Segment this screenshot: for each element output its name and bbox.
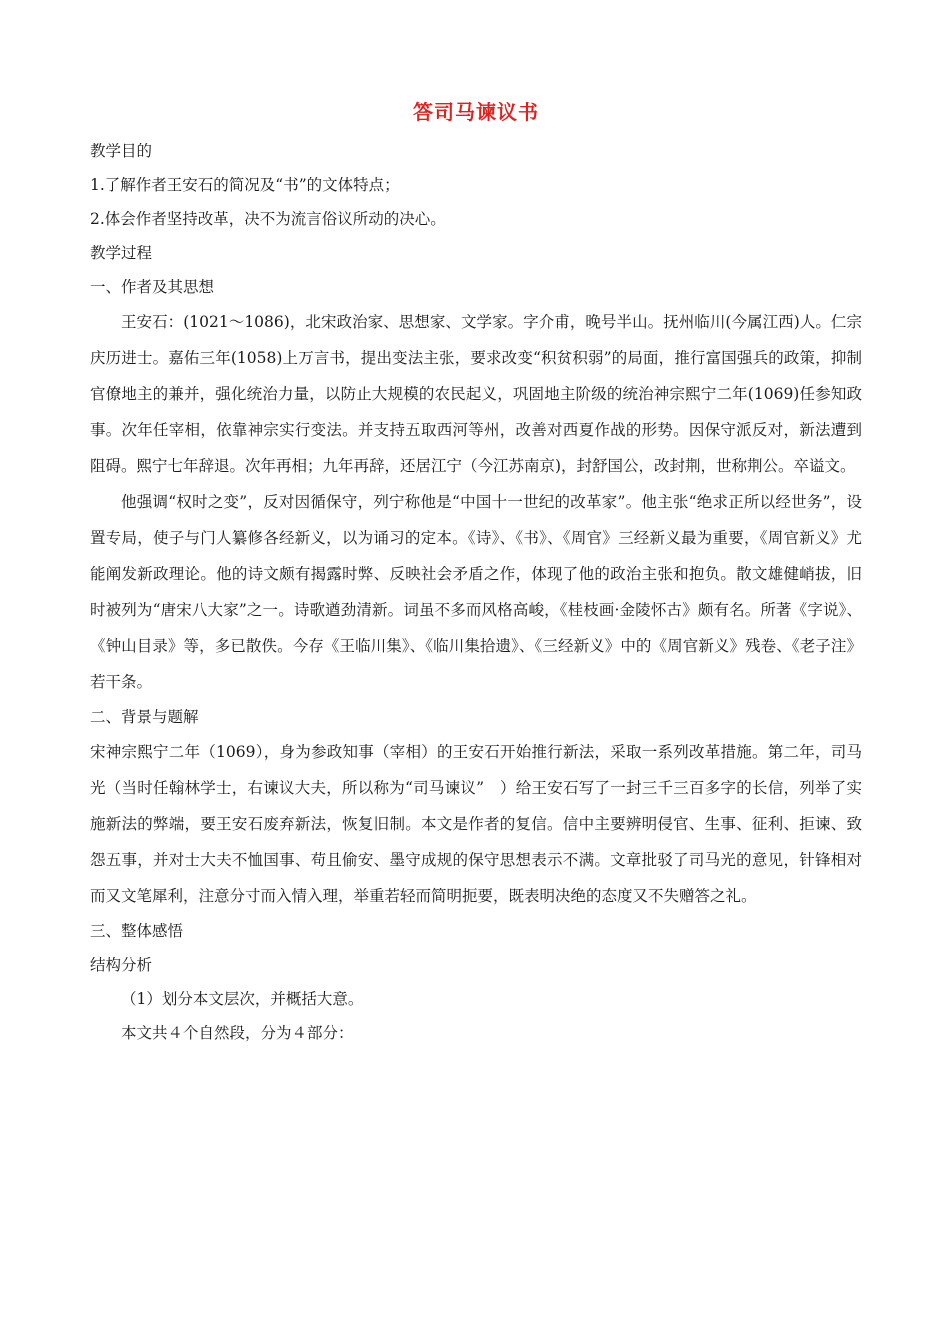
objective-item-1: 1.了解作者王安石的简况及“书”的文体特点；	[90, 176, 400, 194]
objectives-heading: 教学目的	[90, 142, 153, 160]
process-heading: 教学过程	[90, 244, 153, 262]
document-page	[90, 96, 862, 1050]
author-thought-paragraph: 他强调“权时之变”，反对因循保守，列宁称他是“中国十一世纪的改革家”。他主张“绝求正所以经世务”，设置专局，使子与门人纂修各经新义，以为诵习的定本。《诗》、《书》、《周官》三经新义最为重要，《周官新义》尤能阐发新政理论。他的诗文颇有揭露时弊、反映社会矛盾之作，体现了他的政治主张和抱负。散文雄健峭拔，旧时被列为“唐宋八大家”之一。诗歌遒劲清新。词虽不多而风格高峻，《桂枝画·金陵怀古》颇有名。所著《字说》、《钟山目录》等，多已散佚。今存《王临川集》、《临川集拾遗》、《三经新义》中的《周官新义》残卷、《老子注》若干条。	[90, 493, 862, 691]
page-title: 答司马谏议书	[413, 100, 539, 124]
author-bio-paragraph: 王安石：(1021～1086)，北宋政治家、思想家、文学家。字介甫，晚号半山。抚州临川(今属江西)人。仁宗庆历进士。嘉佑三年(1058)上万言书，提出变法主张，要求改变“积贫积弱”的局面，推行富国强兵的政策，抑制官僚地主的兼并，强化统治力量，以防止大规模的农民起义，巩固地主阶级的统治神宗熙宁二年(1069)任参知政事。次年任宰相，依靠神宗实行变法。并支持五取西河等州，改善对西夏作战的形势。因保守派反对，新法遭到阻碍。熙宁七年辞退。次年再相；九年再辞，还居江宁（今江苏南京)，封舒国公，改封荆，世称荆公。卒谥文。	[90, 313, 862, 475]
background-paragraph: 宋神宗熙宁二年（1069），身为参政知事（宰相）的王安石开始推行新法，采取一系列改革措施。第二年，司马光（当时任翰林学士，右谏议大夫，所以称为“司马谏议” ）给王安石写了一封三千三百多字的长信，列举了实施新法的弊端，要王安石废弃新法，恢复旧制。本文是作者的复信。信中主要辨明侵官、生事、征利、拒谏、致怨五事，并对士大夫不恤国事、苟且偷安、墨守成规的保守思想表示不满。文章批驳了司马光的意见，针锋相对而又文笔犀利，注意分寸而入情入理，举重若轻而简明扼要，既表明决绝的态度又不失赠答之礼。	[90, 743, 862, 905]
section-2-heading: 二、背景与题解	[90, 708, 199, 726]
section-3-heading: 三、整体感悟	[90, 922, 184, 940]
structure-heading: 结构分析	[90, 956, 153, 974]
task-1-question: （1）划分本文层次，并概括大意。	[121, 990, 364, 1008]
section-1-heading: 一、作者及其思想	[90, 278, 215, 296]
task-1-answer: 本文共４个自然段，分为４部分：	[121, 1024, 354, 1042]
objective-item-2: 2.体会作者坚持改革，决不为流言俗议所动的决心。	[90, 210, 446, 228]
